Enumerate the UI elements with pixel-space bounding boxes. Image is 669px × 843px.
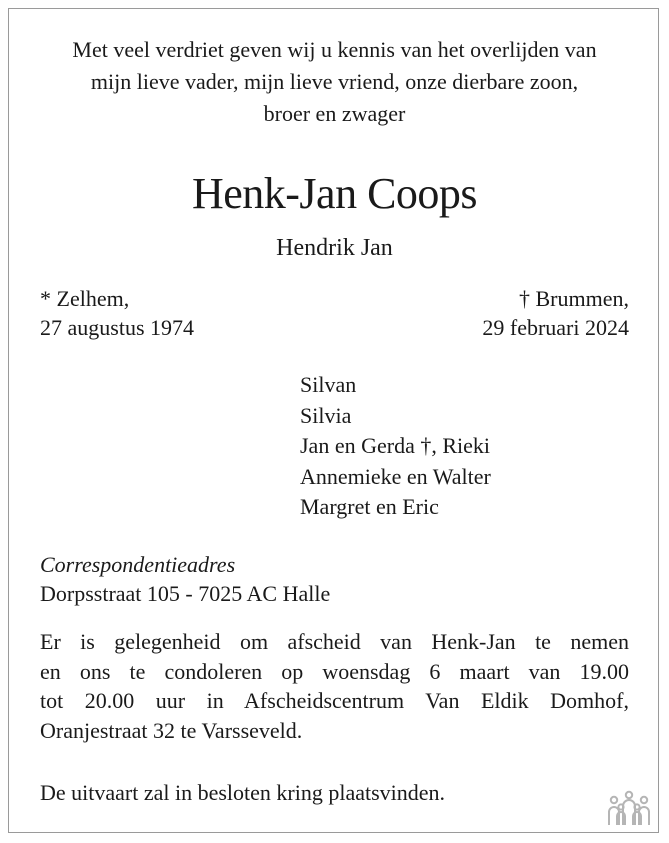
family-member: Annemieke en Walter xyxy=(300,463,491,489)
intro-line: Met veel verdriet geven wij u kennis van het overlijden van xyxy=(72,37,597,62)
condolence-line: Er is gelegenheid om afscheid van Henk-Jan te nemen xyxy=(40,629,629,654)
family-member: Margret en Eric xyxy=(300,494,439,519)
closing-text: De uitvaart zal in besloten kring plaatsvinden. xyxy=(40,780,446,805)
birth-info xyxy=(40,284,194,342)
deceased-name: Henk-Jan Coops xyxy=(191,169,478,218)
death-info xyxy=(482,284,629,342)
death-place: † Brummen, xyxy=(519,286,629,311)
intro-line: broer en zwager xyxy=(263,101,406,126)
people-group-icon xyxy=(606,790,652,826)
family-member: Silvia xyxy=(300,402,352,428)
family-list xyxy=(300,370,491,523)
condolence-line: Oranjestraat 32 te Varsseveld. xyxy=(40,717,303,743)
family-member: Silvan xyxy=(300,372,357,397)
correspondence-address: Dorpsstraat 105 - 7025 AC Halle xyxy=(40,581,331,606)
correspondence-label: Correspondentieadres xyxy=(40,552,236,577)
birth-date: 27 augustus 1974 xyxy=(40,315,194,340)
correspondence-block xyxy=(40,550,330,608)
death-date: 29 februari 2024 xyxy=(482,315,629,340)
birth-place: * Zelhem, xyxy=(40,286,130,311)
condolence-line: tot 20.00 uur in Afscheidscentrum Van Eldik Domhof, xyxy=(40,688,629,713)
family-member: Jan en Gerda †, Rieki xyxy=(300,433,490,458)
deceased-given-names: Hendrik Jan xyxy=(276,235,393,261)
condolence-paragraph xyxy=(40,627,629,745)
condolence-line: en ons te condoleren op woensdag 6 maart van 19.00 xyxy=(40,658,629,684)
intro-text xyxy=(0,34,669,130)
intro-line: mijn lieve vader, mijn lieve vriend, onze dierbare zoon, xyxy=(90,69,579,94)
